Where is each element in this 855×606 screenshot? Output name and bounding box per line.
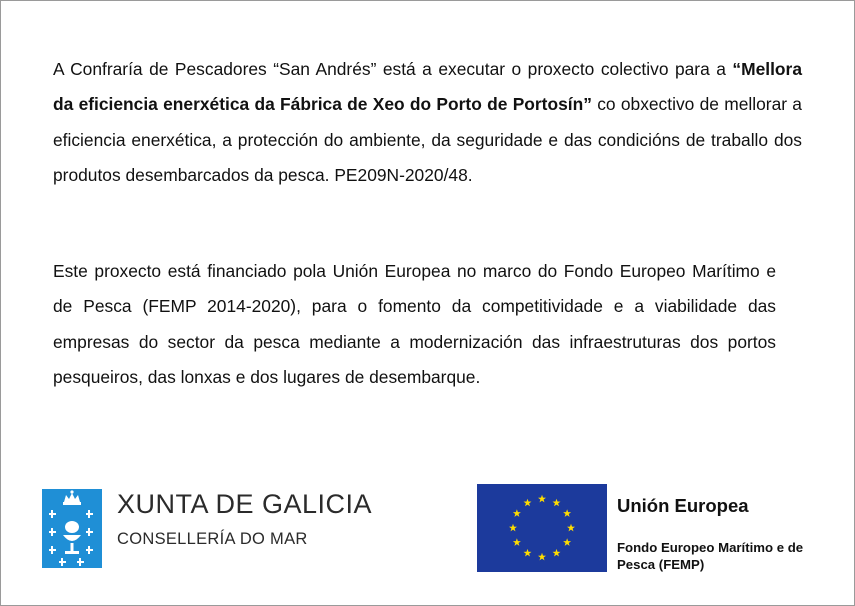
xunta-coat-of-arms-icon: [42, 489, 102, 568]
xunta-subtitle: CONSELLERÍA DO MAR: [117, 530, 308, 548]
project-intro-text: A Confraría de Pescadores “San Andrés” está a executar o proxecto colectivo para a: [53, 59, 733, 79]
project-title: “Mellora da eficiencia enerxética da Fábrica de Xeo do Porto de Portosín”: [53, 59, 802, 115]
project-description-text: co obxectivo de mellorar a eficiencia enerxética, a protección do ambiente, da seguridade e das condicións de traballo dos produtos desembarcados da pesca. PE209N-2020/48.: [53, 94, 802, 185]
paragraph-project: [53, 52, 802, 193]
eu-flag-icon: [477, 484, 607, 572]
paragraph-funding: Este proxecto está financiado pola Unión Europea no marco do Fondo Europeo Marítimo e de Pesca (FEMP 2014-2020), para o fomento da competitividade e a viabilidade das empresas do sector da pesca mediante a modernización das infraestruturas dos portos pesqueiros, das lonxas e dos lugares de desembarque.: [53, 261, 776, 387]
xunta-title: XUNTA DE GALICIA: [117, 489, 373, 519]
eu-fund-name: Fondo Europeo Marítimo e de Pesca (FEMP): [617, 540, 804, 572]
eu-title: Unión Europea: [617, 495, 749, 516]
